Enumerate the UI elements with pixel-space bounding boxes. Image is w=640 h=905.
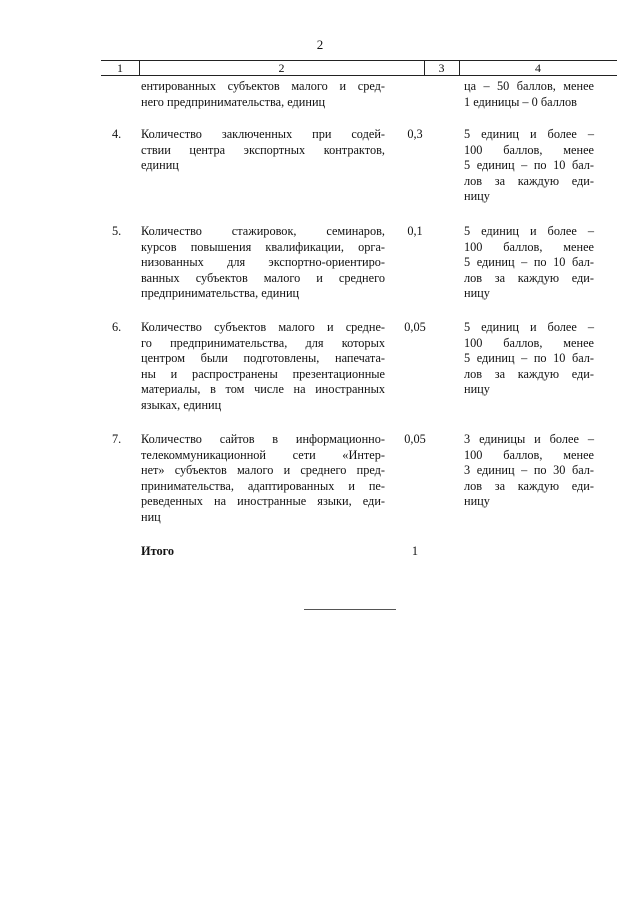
row-criteria: 3 единицы и более – 100 баллов, менее 3 единиц – по 30 бал- лов за каждую еди- ницу xyxy=(464,432,594,509)
header-col-2: 2 xyxy=(278,61,285,75)
row-description: Количество сайтов в информационно- телекоммуникационной сети «Интер- нет» субъектов малого и среднего пред- принимательства, адаптированных и пе- реведенных на иностранные языки, еди- ниц xyxy=(141,432,385,524)
end-divider xyxy=(304,609,396,610)
row-weight: 0,1 xyxy=(407,224,423,238)
total-label: Итого xyxy=(141,544,175,558)
row-weight: 0,3 xyxy=(407,127,423,141)
row-number: 4. xyxy=(112,127,122,141)
row-criteria: 5 единиц и более – 100 баллов, менее 5 единиц – по 10 бал- лов за каждую еди- ницу xyxy=(464,224,594,301)
row-number: 6. xyxy=(112,320,122,334)
row-criteria: 5 единиц и более – 100 баллов, менее 5 единиц – по 10 бал- лов за каждую еди- ницу xyxy=(464,320,594,397)
continuation-criteria: ца – 50 баллов, менее 1 единицы – 0 баллов xyxy=(464,79,594,109)
page-number: 2 xyxy=(316,37,324,52)
row-weight: 0,05 xyxy=(404,320,426,334)
continuation-description: ентированных субъектов малого и сред- него предпринимательства, единиц xyxy=(141,79,385,109)
total-value: 1 xyxy=(411,544,419,558)
row-number: 5. xyxy=(112,224,122,238)
row-description: Количество субъектов малого и средне- го предпринимательства, для которых центром были подготовлены, напечата- ны и распространены презентационные материалы, в том числе на иностранных языках, единиц xyxy=(141,320,385,412)
header-col-3: 3 xyxy=(438,61,445,75)
row-description: Количество стажировок, семинаров, курсов повышения квалификации, орга- низованных для экспортно-ориентиро- ванных субъектов малого и среднего предпринимательства, единиц xyxy=(141,224,385,301)
row-criteria: 5 единиц и более – 100 баллов, менее 5 единиц – по 10 бал- лов за каждую еди- ницу xyxy=(464,127,594,204)
header-col-4: 4 xyxy=(535,61,541,75)
row-description: Количество заключенных при содей- ствии центра экспортных контрактов, единиц xyxy=(141,127,385,173)
header-col-1: 1 xyxy=(117,61,123,75)
table-header xyxy=(101,60,617,76)
row-number: 7. xyxy=(112,432,122,446)
row-weight: 0,05 xyxy=(404,432,426,446)
